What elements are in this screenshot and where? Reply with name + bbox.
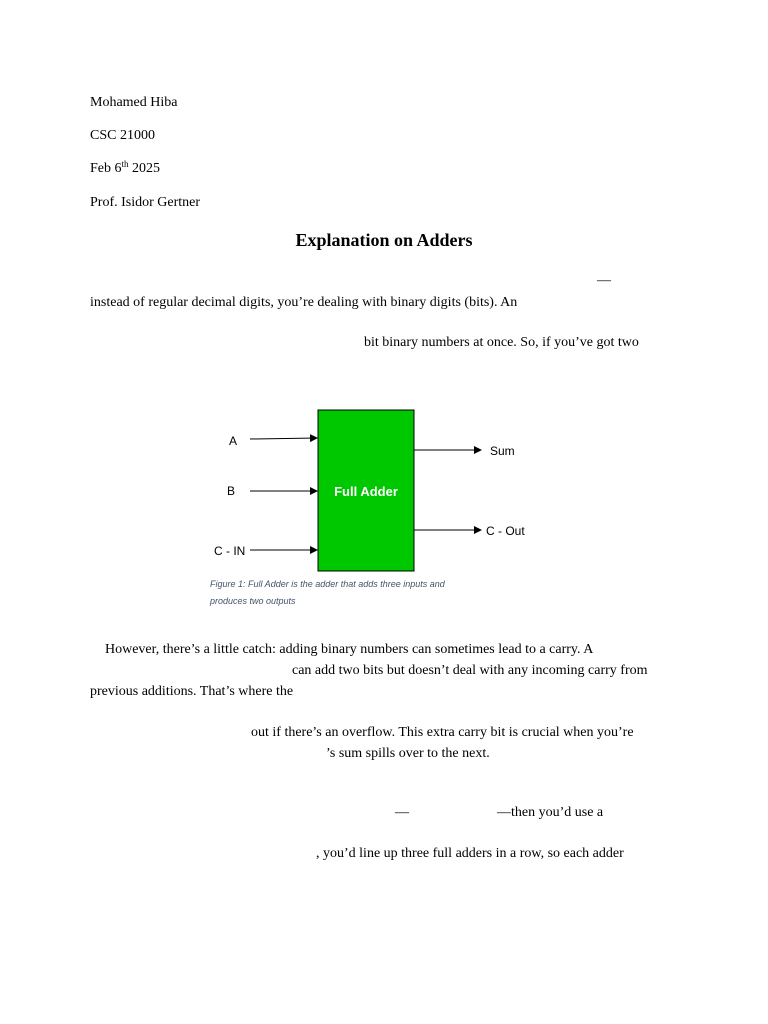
- date-prefix: Feb 6: [90, 161, 122, 176]
- course-code: CSC 21000: [90, 128, 155, 143]
- full-adder-block-label: Full Adder: [334, 484, 398, 499]
- full-adder-diagram: [205, 400, 545, 580]
- output-cout-label: C - Out: [486, 524, 525, 538]
- author-name: Mohamed Hiba: [90, 95, 178, 110]
- input-b-label: B: [227, 484, 236, 498]
- input-cin-label: C - IN: [214, 544, 246, 558]
- paragraph2-line5: ’s sum spills over to the next.: [326, 746, 490, 761]
- figure-caption-line2: produces two outputs: [210, 596, 296, 606]
- paragraph1-dash: —: [597, 273, 611, 288]
- date: [90, 159, 161, 176]
- paragraph2-line1: However, there’s a little catch: adding binary numbers can sometimes lead to a carry. A: [105, 642, 594, 657]
- paragraph2-line2: can add two bits but doesn’t deal with any incoming carry from: [292, 663, 648, 678]
- date-superscript: th: [121, 159, 129, 169]
- date-suffix: 2025: [128, 161, 161, 176]
- paragraph3-line1-tail: —then you’d use a: [497, 805, 604, 820]
- input-a-label: A: [229, 434, 238, 448]
- paragraph1-line2: bit binary numbers at once. So, if you’ve got two: [364, 335, 639, 350]
- paragraph3-dash: —: [395, 805, 409, 820]
- figure-caption-line1: Figure 1: Full Adder is the adder that adds three inputs and: [210, 579, 445, 589]
- paragraph2-line4: out if there’s an overflow. This extra carry bit is crucial when you’re: [251, 725, 634, 740]
- input-a-arrow: [250, 438, 317, 439]
- paragraph3-line2: , you’d line up three full adders in a row, so each adder: [316, 846, 624, 861]
- paragraph1-line1: instead of regular decimal digits, you’re dealing with binary digits (bits). An: [90, 295, 518, 310]
- output-sum-label: Sum: [490, 444, 515, 458]
- figure-caption: [210, 576, 445, 610]
- professor-name: Prof. Isidor Gertner: [90, 195, 201, 210]
- page-title: Explanation on Adders: [295, 230, 473, 250]
- paragraph2-line3: previous additions. That’s where the: [90, 684, 294, 699]
